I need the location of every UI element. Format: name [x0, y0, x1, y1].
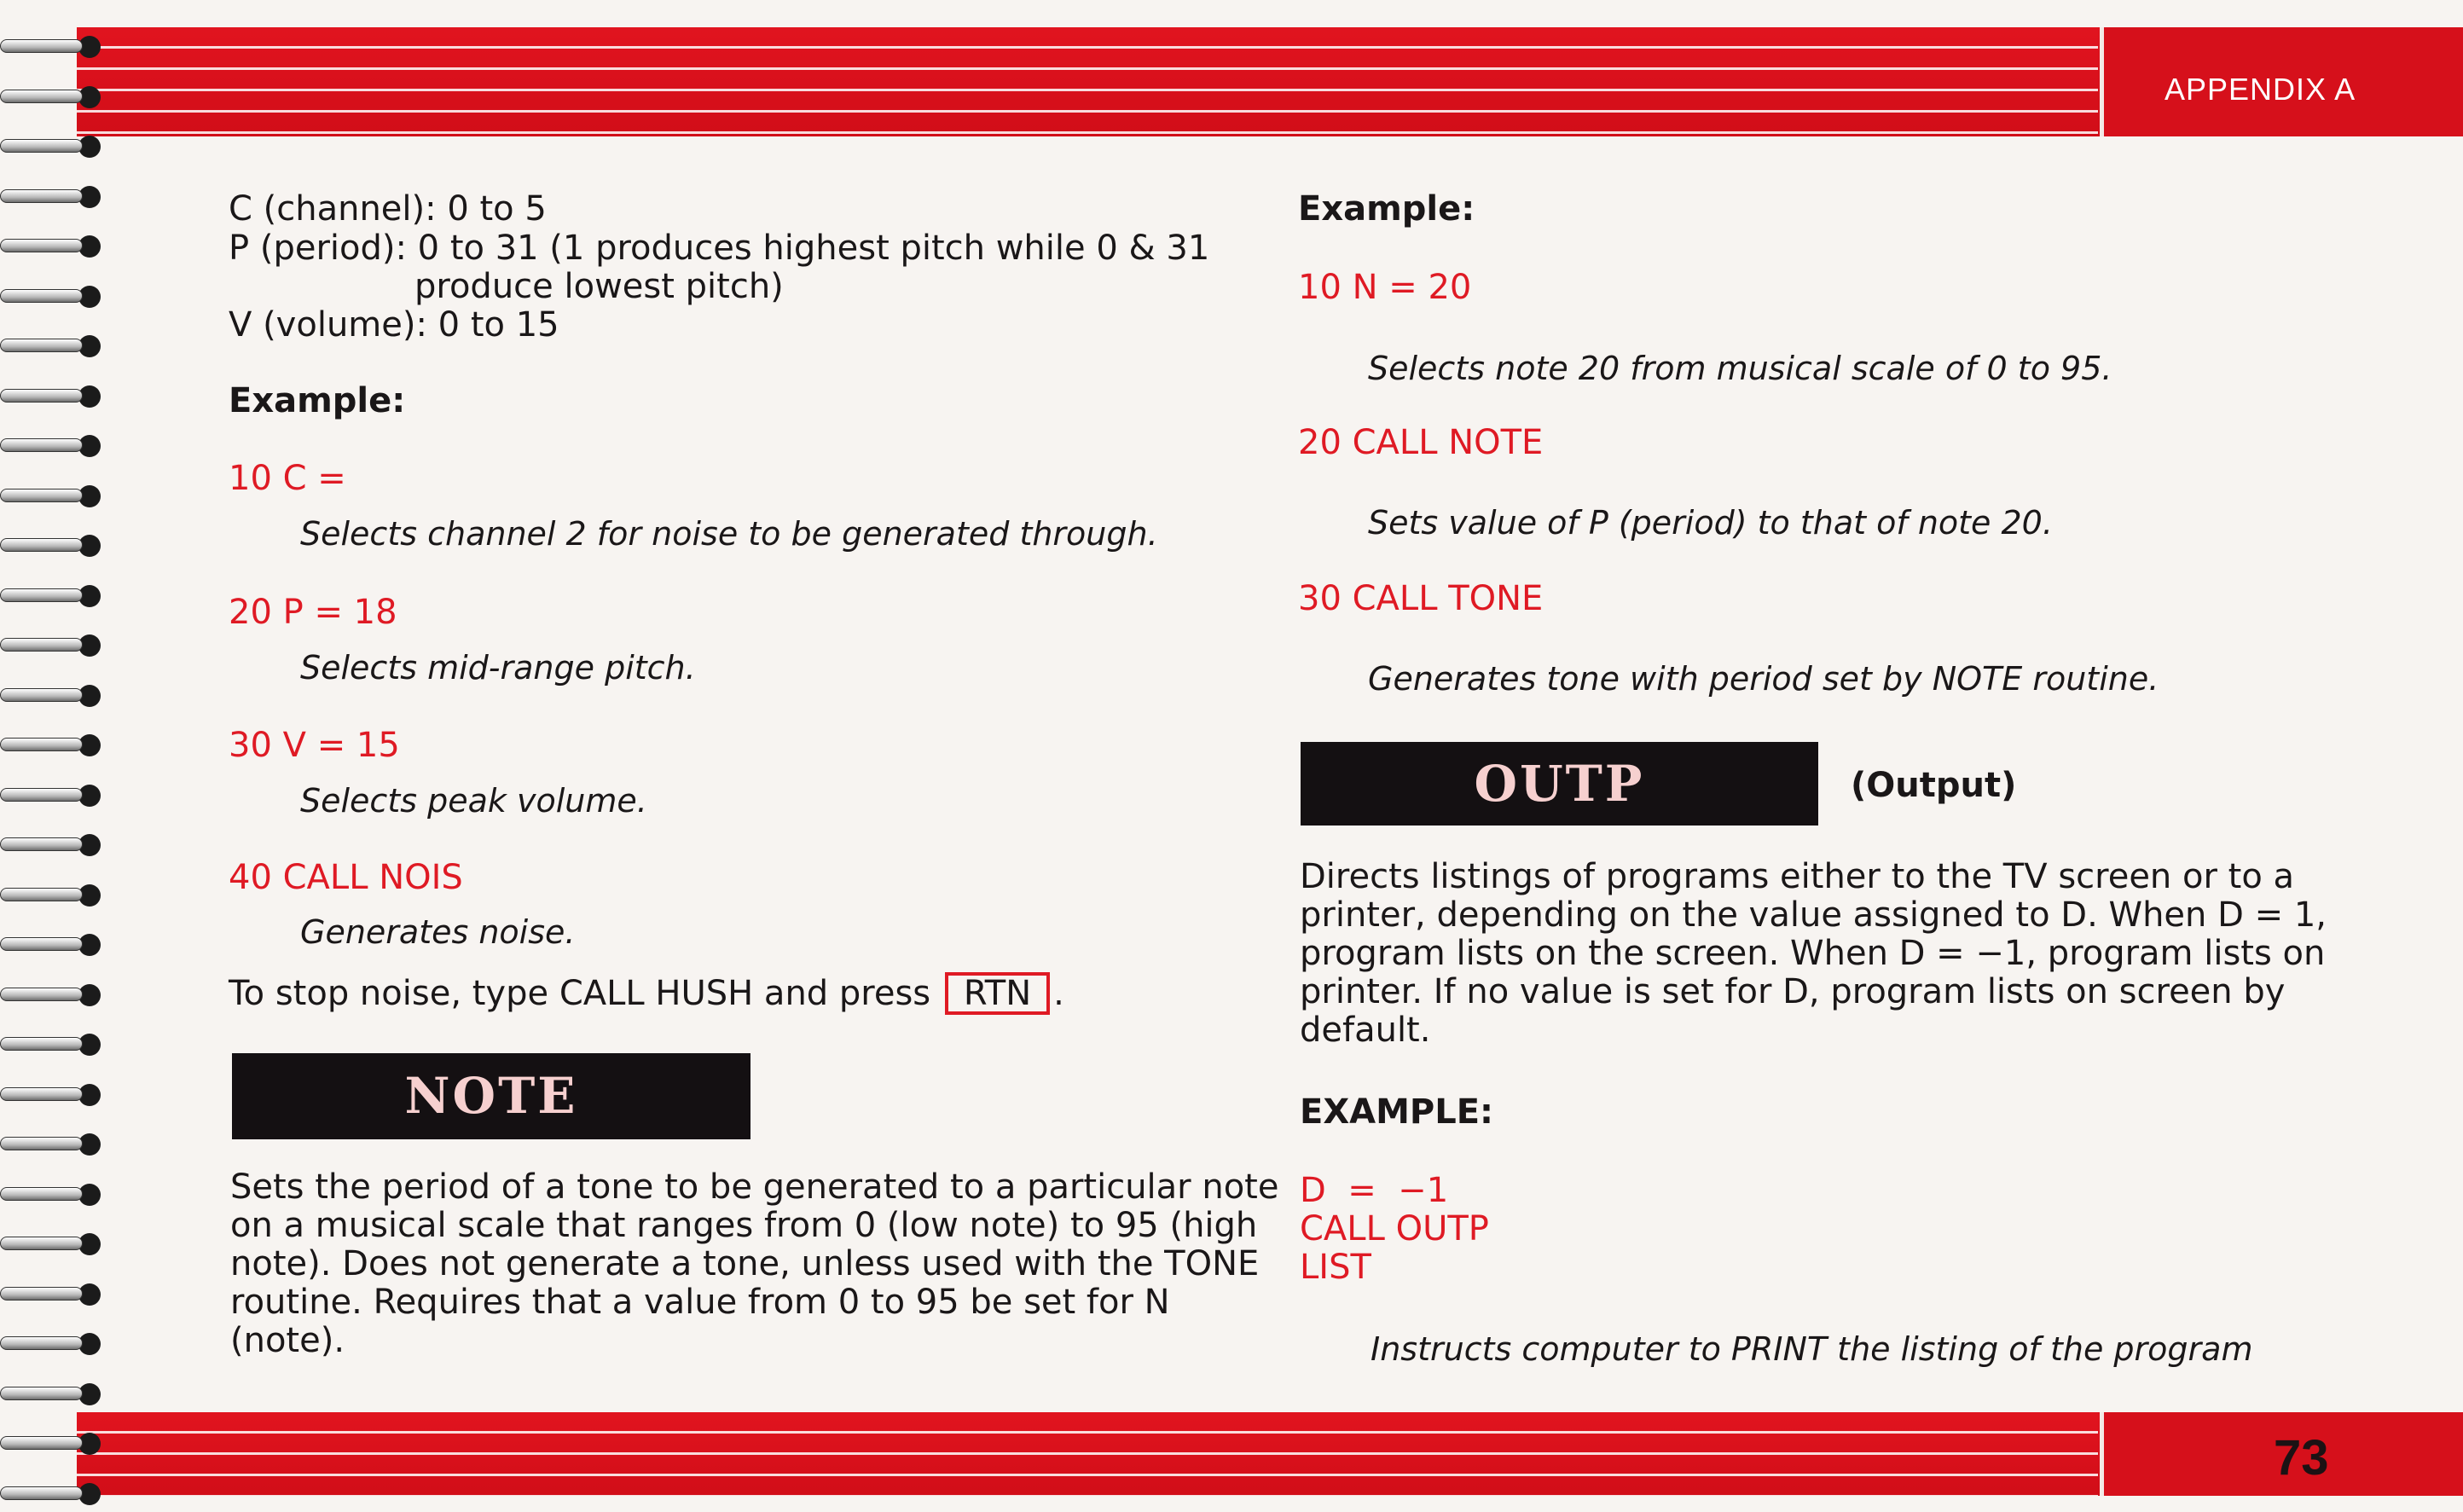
- code-description: Selects mid-range pitch.: [300, 649, 696, 686]
- binding-ring: [0, 683, 109, 709]
- binding-ring: [0, 533, 109, 559]
- binding-wire: [0, 588, 83, 602]
- param-period-cont: produce lowest pitch): [414, 267, 784, 306]
- binding-wire: [0, 389, 83, 403]
- binding-ring: [0, 34, 109, 60]
- binding-wire: [0, 39, 83, 53]
- binding-wire: [0, 937, 83, 951]
- binding-ring: [0, 1082, 109, 1108]
- code-line: D = −1: [1300, 1171, 1449, 1210]
- binding-ring: [0, 1282, 109, 1307]
- code-description: Sets value of P (period) to that of note 20.: [1368, 504, 2053, 542]
- binding-wire: [0, 289, 83, 303]
- binding-ring: [0, 733, 109, 758]
- binding-ring: [0, 1382, 109, 1407]
- binding-wire: [0, 1336, 83, 1350]
- header-band: [77, 27, 2463, 136]
- code-description: Selects channel 2 for noise to be generated through.: [300, 515, 1158, 553]
- binding-wire: [0, 888, 83, 901]
- code-description: Instructs computer to PRINT the listing of the program: [1371, 1330, 2253, 1368]
- code-line: 30 CALL TONE: [1298, 579, 1544, 618]
- binding-ring: [0, 1231, 109, 1257]
- example-heading-left: Example:: [229, 381, 406, 420]
- code-line: 40 CALL NOIS: [229, 858, 463, 897]
- binding-wire: [0, 738, 83, 751]
- binding-wire: [0, 489, 83, 502]
- binding-wire: [0, 788, 83, 802]
- binding-wire: [0, 688, 83, 702]
- binding-wire: [0, 1436, 83, 1450]
- binding-ring: [0, 433, 109, 459]
- binding-ring: [0, 1032, 109, 1057]
- code-line: CALL OUTP: [1300, 1209, 1489, 1248]
- binding-wire: [0, 1486, 83, 1500]
- binding-ring: [0, 832, 109, 858]
- binding-ring: [0, 1481, 109, 1507]
- binding-wire: [0, 1287, 83, 1301]
- code-line: 20 CALL NOTE: [1298, 423, 1544, 462]
- code-description: Generates noise.: [300, 913, 576, 951]
- footer-band: [77, 1412, 2463, 1496]
- code-description: Selects peak volume.: [300, 782, 647, 820]
- code-line: LIST: [1300, 1248, 1371, 1287]
- spiral-binding: [0, 34, 119, 1501]
- code-line: 30 V = 15: [229, 726, 400, 765]
- stop-noise-period: .: [1053, 974, 1064, 1013]
- binding-wire: [0, 538, 83, 552]
- example2-heading: EXAMPLE:: [1300, 1092, 1494, 1132]
- param-channel: C (channel): 0 to 5: [229, 189, 547, 229]
- code-description: Selects note 20 from musical scale of 0 to 95.: [1368, 350, 2112, 387]
- note-banner: NOTE: [232, 1053, 750, 1139]
- note-description: Sets the period of a tone to be generated to a particular note on a musical scale that ranges from 0 (low note) to 95 (high note). Does not generate a tone, unless used with the TONE routine. Requires that a value from 0 to 95 be set for N (note).: [230, 1167, 1279, 1360]
- binding-wire: [0, 438, 83, 452]
- binding-ring: [0, 583, 109, 609]
- binding-ring: [0, 134, 109, 159]
- binding-wire: [0, 189, 83, 203]
- code-line: 10 N = 20: [1298, 268, 1472, 307]
- binding-wire: [0, 1137, 83, 1150]
- binding-ring: [0, 1431, 109, 1457]
- binding-ring: [0, 982, 109, 1008]
- binding-wire: [0, 638, 83, 652]
- binding-ring: [0, 484, 109, 509]
- code-line: 10 C =: [229, 459, 346, 498]
- binding-ring: [0, 1182, 109, 1208]
- binding-ring: [0, 234, 109, 259]
- binding-ring: [0, 384, 109, 409]
- stop-noise-instruction: [229, 972, 1064, 1015]
- binding-wire: [0, 139, 83, 153]
- header-stripes: [77, 27, 2098, 136]
- binding-ring: [0, 932, 109, 958]
- binding-ring: [0, 84, 109, 110]
- binding-wire: [0, 988, 83, 1001]
- binding-wire: [0, 837, 83, 851]
- binding-ring: [0, 284, 109, 310]
- binding-ring: [0, 633, 109, 658]
- binding-wire: [0, 90, 83, 103]
- binding-ring: [0, 883, 109, 908]
- appendix-label: APPENDIX A: [2165, 72, 2356, 107]
- stop-noise-text: To stop noise, type CALL HUSH and press: [229, 974, 931, 1013]
- footer-stripes: [77, 1412, 2098, 1496]
- binding-ring: [0, 184, 109, 210]
- binding-ring: [0, 333, 109, 359]
- binding-ring: [0, 1331, 109, 1357]
- outp-banner: OUTP: [1301, 742, 1818, 826]
- binding-ring: [0, 1132, 109, 1157]
- binding-wire: [0, 339, 83, 352]
- code-line: 20 P = 18: [229, 593, 397, 632]
- binding-wire: [0, 1237, 83, 1250]
- code-description: Generates tone with period set by NOTE routine.: [1368, 660, 2159, 698]
- binding-wire: [0, 1087, 83, 1101]
- binding-ring: [0, 783, 109, 808]
- outp-suffix: (Output): [1851, 766, 2017, 805]
- param-volume: V (volume): 0 to 15: [229, 305, 559, 345]
- example-heading-right: Example:: [1298, 189, 1475, 229]
- page-number: 73: [2274, 1430, 2329, 1486]
- param-period: P (period): 0 to 31 (1 produces highest pitch while 0 & 31: [229, 229, 1210, 268]
- rtn-key: RTN: [945, 972, 1050, 1015]
- binding-wire: [0, 239, 83, 252]
- outp-description: Directs listings of programs either to the TV screen or to a printer, depending on the value assigned to D. When D = 1, program lists on the screen. When D = −1, program lists on printer. If no value is set for D, program lists on screen by default.: [1300, 857, 2327, 1050]
- binding-wire: [0, 1037, 83, 1051]
- binding-wire: [0, 1387, 83, 1400]
- binding-wire: [0, 1187, 83, 1201]
